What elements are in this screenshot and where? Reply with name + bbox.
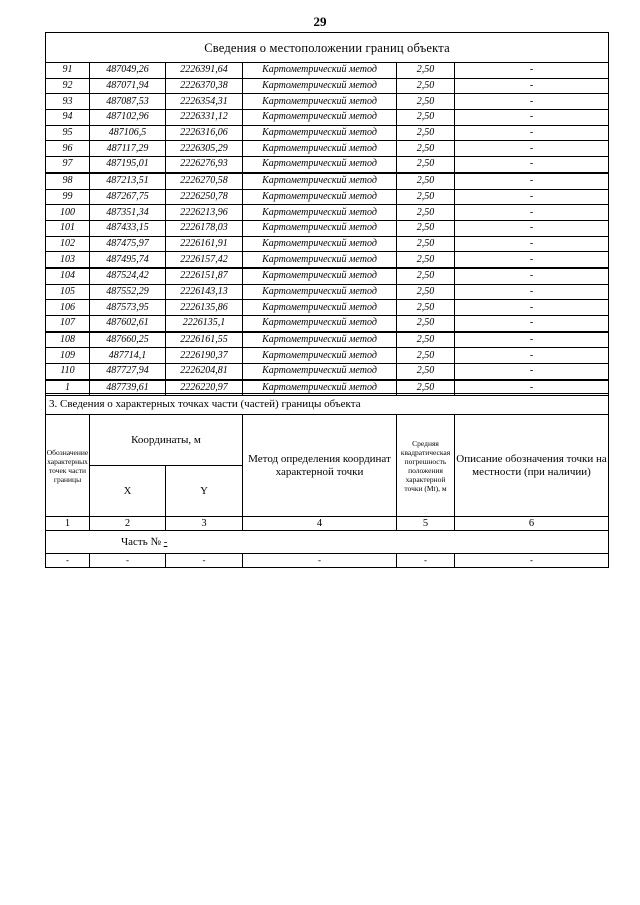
x-coordinate: 487573,95 [90,300,166,316]
x-coordinate: 487433,15 [90,220,166,236]
part-boundary-points-table [45,393,609,568]
y-coordinate: 2226213,96 [166,205,243,221]
y-header: Y [166,466,243,517]
y-coordinate: 2226161,55 [166,332,243,348]
y-coordinate: 2226220,97 [166,380,243,396]
section-title: 3. Сведения о характерных точках части (частей) границы объекта [46,394,609,415]
part-row [46,531,609,554]
x-coordinate: 487049,26 [90,63,166,79]
x-coordinate: 487213,51 [90,173,166,189]
error-value: 2,50 [397,284,455,300]
point-number: 109 [46,348,90,364]
point-number: 108 [46,332,90,348]
x-coordinate: 487714,1 [90,348,166,364]
y-coordinate: 2226250,78 [166,189,243,205]
x-coordinate: 487475,97 [90,236,166,252]
error-value: 2,50 [397,205,455,221]
description: - [455,173,609,189]
description: - [455,125,609,141]
x-coordinate: 487727,94 [90,364,166,380]
x-coordinate: 487106,5 [90,125,166,141]
point-number: 1 [46,380,90,396]
description: - [455,284,609,300]
y-coordinate: 2226354,31 [166,94,243,110]
method: Картометрический метод [243,173,397,189]
description: - [455,189,609,205]
point-number: 94 [46,110,90,126]
y-coordinate: 2226331,12 [166,110,243,126]
column-number: 2 [90,517,166,531]
error-value: 2,50 [397,268,455,284]
method: Картометрический метод [243,141,397,157]
coordinates-header: Координаты, м [90,415,243,466]
description-header: Описание обозначения точки на местности (при наличии) [455,415,609,517]
table-row [46,236,609,252]
table-row [46,78,609,94]
point-number: 99 [46,189,90,205]
error-value: 2,50 [397,173,455,189]
table-row [46,205,609,221]
error-value: 2,50 [397,348,455,364]
table-row [46,300,609,316]
table-row [46,348,609,364]
description: - [455,205,609,221]
x-coordinate: 487552,29 [90,284,166,300]
error-value: 2,50 [397,141,455,157]
error-value: 2,50 [397,125,455,141]
y-coordinate: 2226157,42 [166,252,243,268]
section-title-row [46,394,609,415]
y-coordinate: 2226190,37 [166,348,243,364]
error-value: 2,50 [397,380,455,396]
error-value: 2,50 [397,252,455,268]
x-coordinate: 487351,34 [90,205,166,221]
point-number: 106 [46,300,90,316]
method: Картометрический метод [243,380,397,396]
table-title: Сведения о местоположении границ объекта [46,33,609,63]
y-coordinate: 2226161,91 [166,236,243,252]
x-coordinate: 487495,74 [90,252,166,268]
boundary-location-table [45,32,609,396]
empty-cell: - [455,554,609,568]
description: - [455,300,609,316]
y-coordinate: 2226204,81 [166,364,243,380]
method: Картометрический метод [243,189,397,205]
x-coordinate: 487739,61 [90,380,166,396]
table-title-row [46,33,609,63]
error-value: 2,50 [397,236,455,252]
error-value: 2,50 [397,78,455,94]
error-value: 2,50 [397,157,455,173]
header-row-1 [46,415,609,466]
point-number: 97 [46,157,90,173]
x-coordinate: 487267,75 [90,189,166,205]
empty-cell: - [397,554,455,568]
description: - [455,332,609,348]
empty-cell: - [90,554,166,568]
y-coordinate: 2226270,58 [166,173,243,189]
description: - [455,252,609,268]
table-row [46,316,609,332]
x-coordinate: 487195,01 [90,157,166,173]
x-header: X [90,466,166,517]
table-row [46,125,609,141]
point-number: 107 [46,316,90,332]
method: Картометрический метод [243,205,397,221]
error-value: 2,50 [397,110,455,126]
error-value: 2,50 [397,364,455,380]
point-number: 103 [46,252,90,268]
empty-cell: - [166,554,243,568]
method: Картометрический метод [243,364,397,380]
table-row [46,94,609,110]
method: Картометрический метод [243,268,397,284]
x-coordinate: 487660,25 [90,332,166,348]
point-number: 110 [46,364,90,380]
description: - [455,364,609,380]
column-number: 3 [166,517,243,531]
point-number: 92 [46,78,90,94]
method: Картометрический метод [243,316,397,332]
point-number: 100 [46,205,90,221]
point-number: 91 [46,63,90,79]
description: - [455,141,609,157]
table-row [46,189,609,205]
table-row [46,63,609,79]
method: Картометрический метод [243,157,397,173]
part-label: Часть № [121,535,161,548]
error-value: 2,50 [397,332,455,348]
description: - [455,236,609,252]
method: Картометрический метод [243,252,397,268]
x-coordinate: 487102,96 [90,110,166,126]
y-coordinate: 2226316,06 [166,125,243,141]
empty-cell: - [46,554,90,568]
column-number: 4 [243,517,397,531]
page-number: 29 [313,14,327,29]
part-label-cell [46,531,609,554]
method: Картометрический метод [243,63,397,79]
description: - [455,94,609,110]
description: - [455,157,609,173]
method: Картометрический метод [243,78,397,94]
table-row [46,220,609,236]
table-row [46,110,609,126]
x-coordinate: 487602,61 [90,316,166,332]
empty-data-row [46,554,609,568]
method: Картометрический метод [243,94,397,110]
point-number: 101 [46,220,90,236]
table-row [46,332,609,348]
y-coordinate: 2226135,86 [166,300,243,316]
y-coordinate: 2226151,87 [166,268,243,284]
description: - [455,78,609,94]
method: Картометрический метод [243,125,397,141]
method: Картометрический метод [243,284,397,300]
column-number: 1 [46,517,90,531]
method-header: Метод определения координат характерной точки [243,415,397,517]
point-number: 102 [46,236,90,252]
empty-cell: - [243,554,397,568]
y-coordinate: 2226370,38 [166,78,243,94]
x-coordinate: 487087,53 [90,94,166,110]
method: Картометрический метод [243,236,397,252]
x-coordinate: 487071,94 [90,78,166,94]
table-row [46,284,609,300]
x-coordinate: 487117,29 [90,141,166,157]
y-coordinate: 2226391,64 [166,63,243,79]
method: Картометрический метод [243,110,397,126]
table-row [46,252,609,268]
error-value: 2,50 [397,220,455,236]
error-header: Средняя квадратическая погрешность положения характерной точки (Мt), м [397,415,455,517]
error-value: 2,50 [397,300,455,316]
y-coordinate: 2226305,29 [166,141,243,157]
column-number: 5 [397,517,455,531]
y-coordinate: 2226143,13 [166,284,243,300]
method: Картометрический метод [243,300,397,316]
description: - [455,110,609,126]
description: - [455,316,609,332]
x-coordinate: 487524,42 [90,268,166,284]
point-number: 98 [46,173,90,189]
error-value: 2,50 [397,189,455,205]
method: Картометрический метод [243,332,397,348]
part-value: - [163,535,168,548]
table-row [46,268,609,284]
error-value: 2,50 [397,94,455,110]
y-coordinate: 2226135,1 [166,316,243,332]
description: - [455,348,609,364]
point-number: 105 [46,284,90,300]
error-value: 2,50 [397,316,455,332]
point-number: 104 [46,268,90,284]
y-coordinate: 2226276,93 [166,157,243,173]
point-number: 93 [46,94,90,110]
table-row [46,364,609,380]
y-coordinate: 2226178,03 [166,220,243,236]
table-row [46,157,609,173]
point-number: 95 [46,125,90,141]
column-numbers-row [46,517,609,531]
designation-header: Обозначение характерных точек части границы [46,415,90,517]
point-number: 96 [46,141,90,157]
table-row [46,141,609,157]
description: - [455,63,609,79]
method: Картометрический метод [243,348,397,364]
method: Картометрический метод [243,220,397,236]
description: - [455,220,609,236]
column-number: 6 [455,517,609,531]
error-value: 2,50 [397,63,455,79]
description: - [455,380,609,396]
table-row [46,173,609,189]
description: - [455,268,609,284]
